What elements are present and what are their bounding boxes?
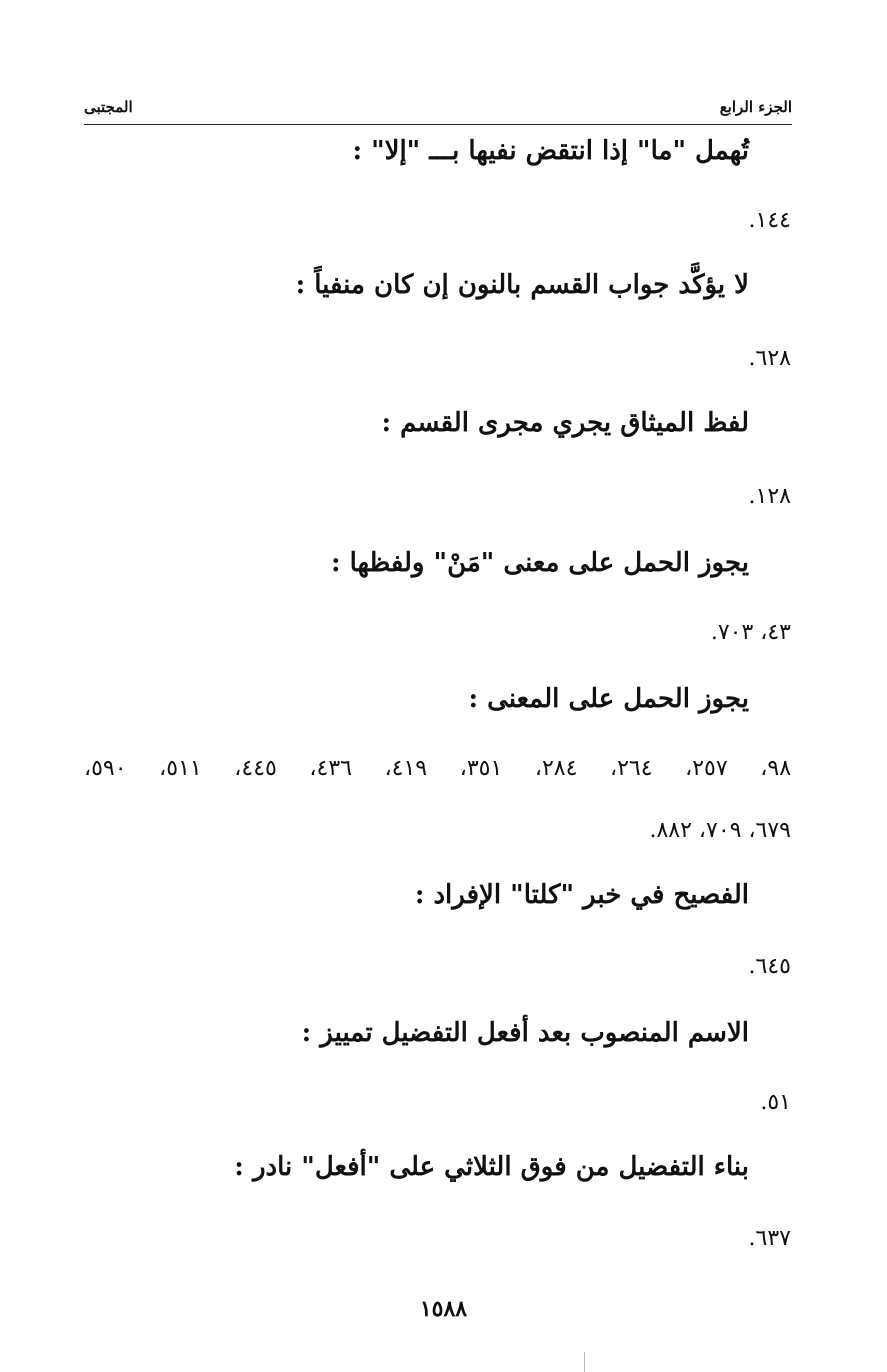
entry-heading: الفصيح في خبر "كلتا" الإفراد : <box>414 880 749 910</box>
entry-heading: لفظ الميثاق يجري مجرى القسم : <box>381 408 749 438</box>
running-header <box>84 96 792 125</box>
entry-refs: ٦٤٥. <box>748 954 791 979</box>
entry-heading: بناء التفضيل من فوق الثلاثي على "أفعل" نادر : <box>234 1152 749 1182</box>
entry-refs: ٤٣، ٧٠٣. <box>710 620 791 645</box>
entry-refs-continued: ٦٧٩، ٧٠٩، ٨٨٢. <box>649 818 791 843</box>
entry-refs: ١٢٨. <box>748 484 791 509</box>
scan-artifact-line <box>584 1352 585 1372</box>
book-title: المجتبى <box>84 98 133 116</box>
entry-refs: ٥١. <box>760 1090 791 1115</box>
entry-refs: ٦٣٧. <box>748 1226 791 1251</box>
entry-refs: ١٤٤. <box>748 208 791 233</box>
entry-heading: لا يؤكَّد جواب القسم بالنون إن كان منفياً : <box>295 270 749 300</box>
entry-heading: يجوز الحمل على معنى "مَنْ" ولفظها : <box>330 548 749 578</box>
entry-refs: ٩٨، ٢٥٧، ٢٦٤، ٢٨٤، ٣٥١، ٤١٩، ٤٣٦، ٤٤٥، ٥١١، ٥٩٠، <box>84 756 792 781</box>
entry-heading: تُهمل "ما" إذا انتقض نفيها بـــ "إلا" : <box>352 136 749 166</box>
page-number: ١٥٨٨ <box>419 1296 468 1322</box>
volume-label: الجزء الرابع <box>719 98 792 116</box>
entry-heading: الاسم المنصوب بعد أفعل التفضيل تمييز : <box>301 1018 749 1048</box>
entry-heading: يجوز الحمل على المعنى : <box>468 684 749 714</box>
entry-refs: ٦٢٨. <box>748 346 791 371</box>
